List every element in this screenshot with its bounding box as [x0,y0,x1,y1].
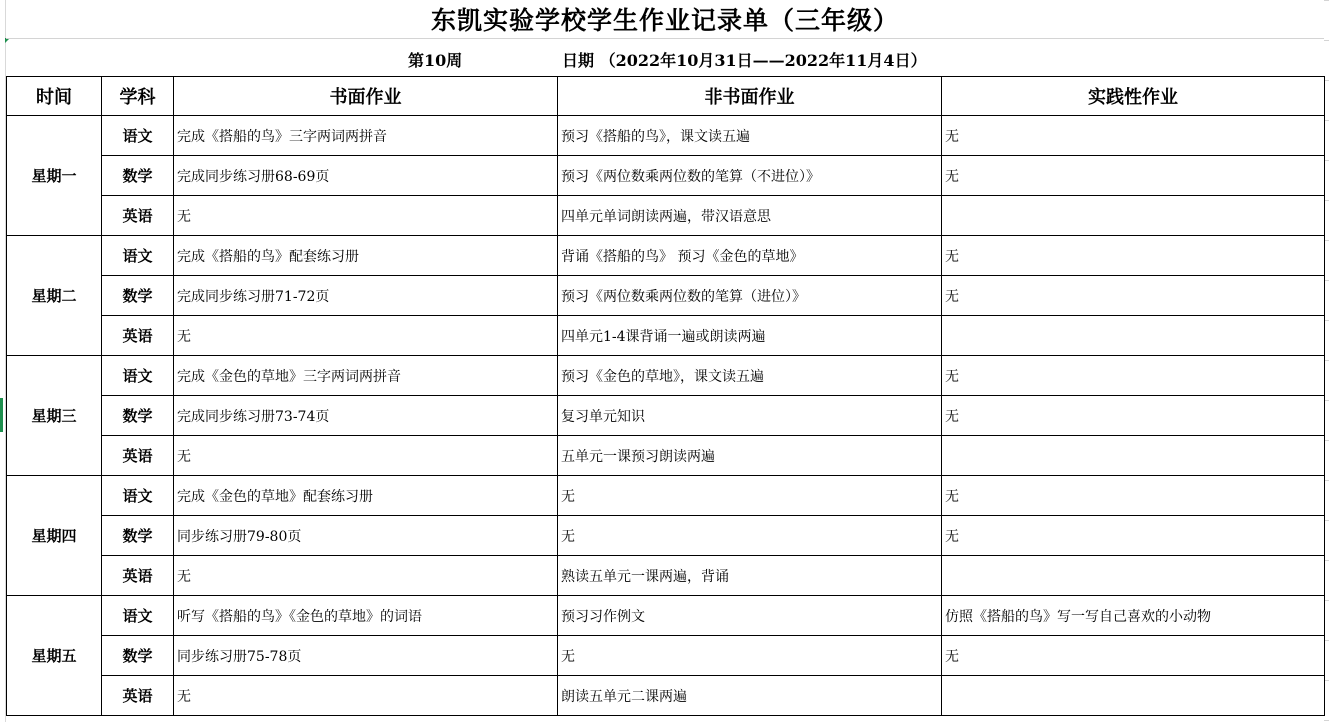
date-range: 日期 （2022年10月31日——2022年11月4日） [562,51,927,70]
week-label: 第10周 [408,51,463,70]
nonwritten-cell[interactable]: 预习《两位数乘两位数的笔算（不进位）》 [558,156,942,196]
subject-cell[interactable]: 数学 [102,276,174,316]
nonwritten-cell[interactable]: 预习《两位数乘两位数的笔算（进位）》 [558,276,942,316]
subject-cell[interactable]: 英语 [102,436,174,476]
nonwritten-cell[interactable]: 四单元单词朗读两遍，带汉语意思 [558,196,942,236]
nonwritten-cell[interactable]: 无 [558,636,942,676]
practice-cell[interactable]: 仿照《搭船的鸟》写一写自己喜欢的小动物 [942,596,1325,636]
day-cell[interactable]: 星期五 [7,596,102,716]
practice-cell[interactable] [942,316,1325,356]
written-cell[interactable]: 无 [174,436,558,476]
practice-cell[interactable]: 无 [942,156,1325,196]
header-cell-practice[interactable]: 实践性作业 [942,77,1325,116]
subject-cell[interactable]: 数学 [102,156,174,196]
subject-cell[interactable]: 数学 [102,516,174,556]
subject-cell[interactable]: 语文 [102,596,174,636]
nonwritten-cell[interactable]: 无 [558,476,942,516]
header-cell-nonwritten[interactable]: 非书面作业 [558,77,942,116]
table-row [7,196,1325,236]
practice-cell[interactable]: 无 [942,116,1325,156]
nonwritten-cell[interactable]: 预习习作例文 [558,596,942,636]
subject-cell[interactable]: 语文 [102,116,174,156]
table-row [7,356,1325,396]
practice-cell[interactable]: 无 [942,276,1325,316]
sheet-subtitle[interactable] [6,39,1324,76]
written-cell[interactable]: 完成同步练习册68-69页 [174,156,558,196]
header-cell-subject[interactable]: 学科 [102,77,174,116]
day-cell[interactable]: 星期一 [7,116,102,236]
day-cell[interactable]: 星期二 [7,236,102,356]
table-row [7,596,1325,636]
table-row [7,276,1325,316]
practice-cell[interactable]: 无 [942,476,1325,516]
subject-cell[interactable]: 数学 [102,636,174,676]
table-row [7,436,1325,476]
written-cell[interactable]: 同步练习册79-80页 [174,516,558,556]
nonwritten-cell[interactable]: 复习单元知识 [558,396,942,436]
written-cell[interactable]: 完成同步练习册71-72页 [174,276,558,316]
nonwritten-cell[interactable]: 预习《金色的草地》，课文读五遍 [558,356,942,396]
selected-row-indicator [0,398,3,432]
practice-cell[interactable]: 无 [942,636,1325,676]
subject-cell[interactable]: 英语 [102,316,174,356]
practice-cell[interactable]: 无 [942,396,1325,436]
written-cell[interactable]: 听写《搭船的鸟》《金色的草地》的词语 [174,596,558,636]
written-cell[interactable]: 无 [174,556,558,596]
nonwritten-cell[interactable]: 无 [558,516,942,556]
written-cell[interactable]: 完成《搭船的鸟》配套练习册 [174,236,558,276]
table-row [7,476,1325,516]
practice-cell[interactable]: 无 [942,516,1325,556]
table-row [7,556,1325,596]
subject-cell[interactable]: 语文 [102,236,174,276]
practice-cell[interactable] [942,436,1325,476]
written-cell[interactable]: 完成《金色的草地》三字两词两拼音 [174,356,558,396]
subject-cell[interactable]: 英语 [102,556,174,596]
table-row [7,316,1325,356]
written-cell[interactable]: 完成《搭船的鸟》三字两词两拼音 [174,116,558,156]
table-row [7,676,1325,716]
subject-cell[interactable]: 数学 [102,396,174,436]
day-cell[interactable]: 星期四 [7,476,102,596]
practice-cell[interactable] [942,676,1325,716]
written-cell[interactable]: 同步练习册75-78页 [174,636,558,676]
nonwritten-cell[interactable]: 朗读五单元二课两遍 [558,676,942,716]
written-cell[interactable]: 无 [174,316,558,356]
subject-cell[interactable]: 英语 [102,676,174,716]
table-row [7,396,1325,436]
nonwritten-cell[interactable]: 背诵《搭船的鸟》 预习《金色的草地》 [558,236,942,276]
nonwritten-cell[interactable]: 四单元1-4课背诵一遍或朗读两遍 [558,316,942,356]
written-cell[interactable]: 无 [174,196,558,236]
written-cell[interactable]: 完成《金色的草地》配套练习册 [174,476,558,516]
nonwritten-cell[interactable]: 预习《搭船的鸟》，课文读五遍 [558,116,942,156]
nonwritten-cell[interactable]: 熟读五单元一课两遍，背诵 [558,556,942,596]
table-row [7,156,1325,196]
practice-cell[interactable]: 无 [942,236,1325,276]
header-cell-written[interactable]: 书面作业 [174,77,558,116]
table-row [7,116,1325,156]
subject-cell[interactable]: 语文 [102,356,174,396]
nonwritten-cell[interactable]: 五单元一课预习朗读两遍 [558,436,942,476]
practice-cell[interactable]: 无 [942,356,1325,396]
written-cell[interactable]: 完成同步练习册73-74页 [174,396,558,436]
header-row [7,77,1325,116]
sheet-title[interactable]: 东凯实验学校学生作业记录单（三年级） [6,0,1324,39]
subject-cell[interactable]: 英语 [102,196,174,236]
table-row [7,636,1325,676]
day-cell[interactable]: 星期三 [7,356,102,476]
table-row [7,516,1325,556]
table-row [7,236,1325,276]
homework-table [6,76,1325,716]
practice-cell[interactable] [942,556,1325,596]
header-cell-time[interactable]: 时间 [7,77,102,116]
written-cell[interactable]: 无 [174,676,558,716]
practice-cell[interactable] [942,196,1325,236]
subject-cell[interactable]: 语文 [102,476,174,516]
